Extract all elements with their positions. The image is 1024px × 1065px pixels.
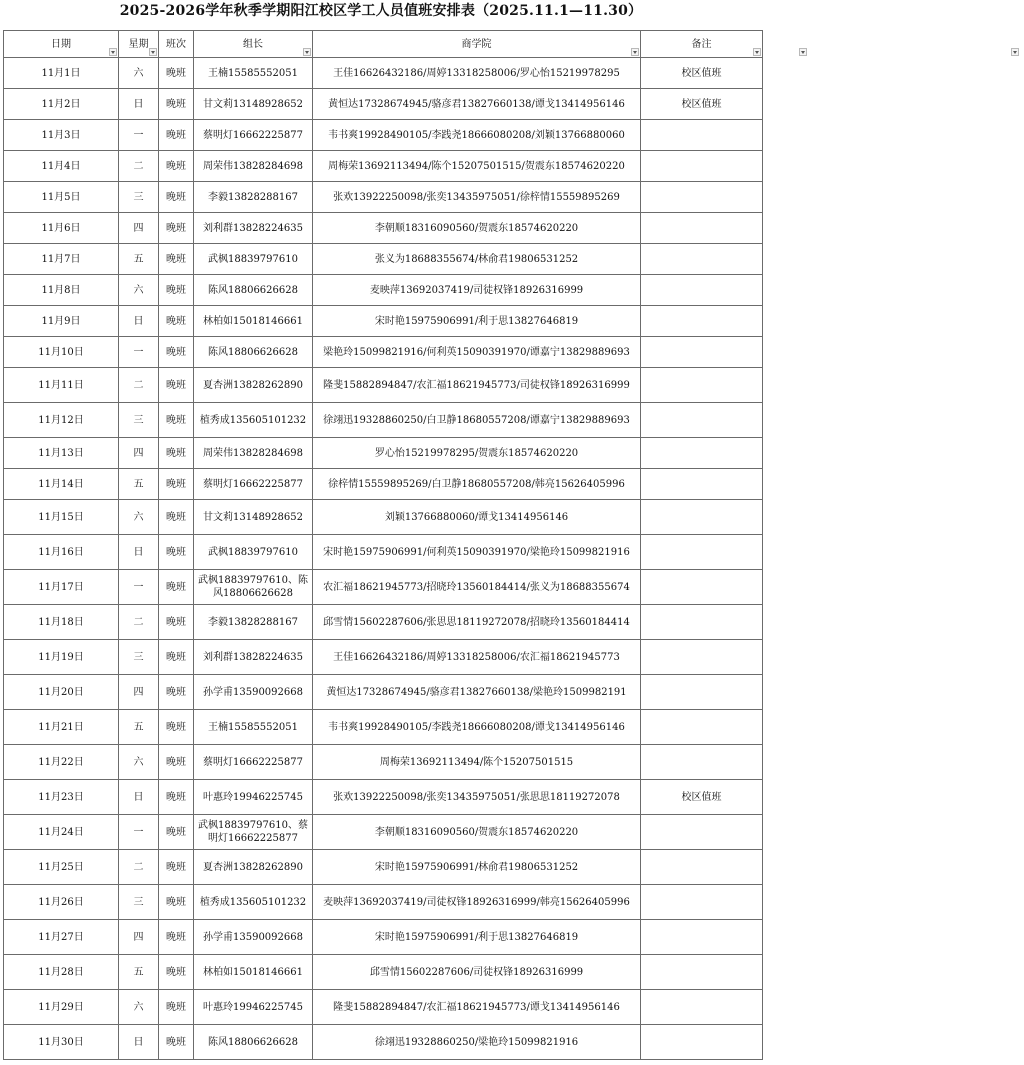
date-cell: 11月20日 [4, 675, 119, 710]
shift-cell: 晚班 [159, 368, 194, 403]
table-row [4, 120, 763, 151]
leader-cell: 武枫18839797610、陈风18806626628 [194, 570, 313, 605]
weekday-cell: 六 [119, 745, 159, 780]
business-school-cell: 邱雪情15602287606/司徒权锋18926316999 [313, 955, 641, 990]
leader-cell: 陈风18806626628 [194, 1025, 313, 1060]
weekday-cell: 一 [119, 337, 159, 368]
table-row [4, 745, 763, 780]
shift-cell: 晚班 [159, 570, 194, 605]
business-school-cell: 徐翊迅19328860250/梁艳玲15099821916 [313, 1025, 641, 1060]
weekday-cell: 一 [119, 570, 159, 605]
date-cell: 11月11日 [4, 368, 119, 403]
column-header-note-label: 备注 [691, 38, 712, 50]
filter-dropdown-icon[interactable] [753, 48, 761, 56]
table-row [4, 368, 763, 403]
leader-cell: 王楠15585552051 [194, 58, 313, 89]
column-header-business-school [313, 31, 641, 58]
weekday-cell: 日 [119, 535, 159, 570]
table-row [4, 710, 763, 745]
business-school-cell: 徐翊迅19328860250/白卫静18680557208/谭嘉宁13829889693 [313, 403, 641, 438]
shift-cell: 晚班 [159, 1025, 194, 1060]
column-header-leader [194, 31, 313, 58]
shift-cell: 晚班 [159, 955, 194, 990]
weekday-cell: 五 [119, 469, 159, 500]
filter-dropdown-icon[interactable] [799, 48, 807, 56]
note-cell [641, 403, 763, 438]
shift-cell: 晚班 [159, 151, 194, 182]
column-header-weekday-label: 星期 [128, 38, 149, 50]
shift-cell: 晚班 [159, 89, 194, 120]
weekday-cell: 三 [119, 182, 159, 213]
business-school-cell: 周梅荣13692113494/陈个15207501515 [313, 745, 641, 780]
weekday-cell: 三 [119, 640, 159, 675]
column-header-shift-label: 班次 [166, 38, 186, 50]
shift-cell: 晚班 [159, 990, 194, 1025]
business-school-cell: 黄恒达17328674945/骆彦君13827660138/梁艳玲1509982191 [313, 675, 641, 710]
leader-cell: 孙学甫13590092668 [194, 920, 313, 955]
filter-dropdown-icon[interactable] [109, 48, 117, 56]
note-cell: 校区值班 [641, 89, 763, 120]
note-cell [641, 438, 763, 469]
note-cell [641, 570, 763, 605]
leader-cell: 周荣伟13828284698 [194, 151, 313, 182]
note-cell [641, 850, 763, 885]
date-cell: 11月12日 [4, 403, 119, 438]
shift-cell: 晚班 [159, 710, 194, 745]
leader-cell: 甘文莉13148928652 [194, 89, 313, 120]
business-school-cell: 麦映萍13692037419/司徒权锋18926316999 [313, 275, 641, 306]
note-cell [641, 745, 763, 780]
table-row [4, 500, 763, 535]
note-cell [641, 275, 763, 306]
leader-cell: 蔡明灯16662225877 [194, 120, 313, 151]
note-cell [641, 120, 763, 151]
shift-cell: 晚班 [159, 182, 194, 213]
table-row [4, 955, 763, 990]
date-cell: 11月25日 [4, 850, 119, 885]
date-cell: 11月7日 [4, 244, 119, 275]
leader-cell: 武枫18839797610 [194, 244, 313, 275]
shift-cell: 晚班 [159, 850, 194, 885]
business-school-cell: 宋时艳15975906991/利于思13827646819 [313, 920, 641, 955]
filter-dropdown-icon[interactable] [149, 48, 157, 56]
date-cell: 11月15日 [4, 500, 119, 535]
business-school-cell: 韦书爽19928490105/李践尧18666080208/刘颖13766880060 [313, 120, 641, 151]
note-cell [641, 815, 763, 850]
business-school-cell: 农汇福18621945773/招晓玲13560184414/张义为18688355674 [313, 570, 641, 605]
business-school-cell: 周梅荣13692113494/陈个15207501515/贺震东18574620220 [313, 151, 641, 182]
leader-cell: 夏杏洲13828262890 [194, 368, 313, 403]
table-row [4, 605, 763, 640]
table-row [4, 403, 763, 438]
note-cell [641, 640, 763, 675]
weekday-cell: 四 [119, 675, 159, 710]
weekday-cell: 二 [119, 151, 159, 182]
shift-cell: 晚班 [159, 920, 194, 955]
table-row [4, 815, 763, 850]
header-row [4, 31, 763, 58]
business-school-cell: 刘颖13766880060/谭戈13414956146 [313, 500, 641, 535]
table-row [4, 675, 763, 710]
date-cell: 11月10日 [4, 337, 119, 368]
note-cell [641, 469, 763, 500]
business-school-cell: 张欢13922250098/张奕13435975051/徐梓情15559895269 [313, 182, 641, 213]
note-cell [641, 920, 763, 955]
table-row [4, 1025, 763, 1060]
leader-cell: 陈风18806626628 [194, 275, 313, 306]
filter-dropdown-icon[interactable] [303, 48, 311, 56]
note-cell [641, 675, 763, 710]
business-school-cell: 李朝顺18316090560/贺震东18574620220 [313, 815, 641, 850]
leader-cell: 夏杏洲13828262890 [194, 850, 313, 885]
date-cell: 11月29日 [4, 990, 119, 1025]
date-cell: 11月13日 [4, 438, 119, 469]
leader-cell: 甘文莉13148928652 [194, 500, 313, 535]
date-cell: 11月6日 [4, 213, 119, 244]
table-row [4, 213, 763, 244]
date-cell: 11月2日 [4, 89, 119, 120]
business-school-cell: 王佳16626432186/周婷13318258006/农汇福18621945773 [313, 640, 641, 675]
table-row [4, 885, 763, 920]
business-school-cell: 张欢13922250098/张奕13435975051/张思思18119272078 [313, 780, 641, 815]
table-row [4, 780, 763, 815]
business-school-cell: 麦映萍13692037419/司徒权锋18926316999/韩亮15626405996 [313, 885, 641, 920]
date-cell: 11月27日 [4, 920, 119, 955]
leader-cell: 林柏如15018146661 [194, 955, 313, 990]
weekday-cell: 四 [119, 438, 159, 469]
column-header-weekday [119, 31, 159, 58]
note-cell [641, 1025, 763, 1060]
leader-cell: 李毅13828288167 [194, 182, 313, 213]
date-cell: 11月8日 [4, 275, 119, 306]
leader-cell: 王楠15585552051 [194, 710, 313, 745]
date-cell: 11月3日 [4, 120, 119, 151]
note-cell [641, 306, 763, 337]
shift-cell: 晚班 [159, 403, 194, 438]
column-header-business-school-label: 商学院 [461, 38, 492, 50]
table-row [4, 990, 763, 1025]
weekday-cell: 一 [119, 815, 159, 850]
date-cell: 11月17日 [4, 570, 119, 605]
business-school-cell: 邱雪情15602287606/张思思18119272078/招晓玲13560184414 [313, 605, 641, 640]
leader-cell: 周荣伟13828284698 [194, 438, 313, 469]
shift-cell: 晚班 [159, 535, 194, 570]
date-cell: 11月21日 [4, 710, 119, 745]
table-row [4, 275, 763, 306]
shift-cell: 晚班 [159, 438, 194, 469]
note-cell [641, 535, 763, 570]
shift-cell: 晚班 [159, 469, 194, 500]
date-cell: 11月28日 [4, 955, 119, 990]
leader-cell: 武枫18839797610 [194, 535, 313, 570]
shift-cell: 晚班 [159, 306, 194, 337]
business-school-cell: 隆斐15882894847/农汇福18621945773/谭戈13414956146 [313, 990, 641, 1025]
weekday-cell: 六 [119, 990, 159, 1025]
shift-cell: 晚班 [159, 275, 194, 306]
note-cell [641, 955, 763, 990]
leader-cell: 陈风18806626628 [194, 337, 313, 368]
date-cell: 11月16日 [4, 535, 119, 570]
weekday-cell: 六 [119, 275, 159, 306]
column-header-note [641, 31, 763, 58]
date-cell: 11月5日 [4, 182, 119, 213]
business-school-cell: 徐梓情15559895269/白卫静18680557208/韩亮15626405996 [313, 469, 641, 500]
date-cell: 11月4日 [4, 151, 119, 182]
shift-cell: 晚班 [159, 337, 194, 368]
leader-cell: 植秀成135605101232 [194, 403, 313, 438]
date-cell: 11月22日 [4, 745, 119, 780]
date-cell: 11月24日 [4, 815, 119, 850]
note-cell: 校区值班 [641, 780, 763, 815]
note-cell [641, 151, 763, 182]
shift-cell: 晚班 [159, 640, 194, 675]
business-school-cell: 宋时艳15975906991/利于思13827646819 [313, 306, 641, 337]
column-header-date-label: 日期 [51, 38, 71, 50]
leader-cell: 植秀成135605101232 [194, 885, 313, 920]
leader-cell: 李毅13828288167 [194, 605, 313, 640]
leader-cell: 武枫18839797610、蔡明灯16662225877 [194, 815, 313, 850]
table-row [4, 920, 763, 955]
date-cell: 11月30日 [4, 1025, 119, 1060]
table-row [4, 58, 763, 89]
business-school-cell: 李朝顺18316090560/贺震东18574620220 [313, 213, 641, 244]
table-row [4, 151, 763, 182]
table-row [4, 438, 763, 469]
business-school-cell: 隆斐15882894847/农汇福18621945773/司徒权锋18926316999 [313, 368, 641, 403]
note-cell [641, 990, 763, 1025]
note-cell [641, 605, 763, 640]
note-cell [641, 244, 763, 275]
column-header-shift [159, 31, 194, 58]
business-school-cell: 黄恒达17328674945/骆彦君13827660138/谭戈13414956146 [313, 89, 641, 120]
note-cell [641, 182, 763, 213]
business-school-cell: 罗心怡15219978295/贺震东18574620220 [313, 438, 641, 469]
business-school-cell: 王佳16626432186/周婷13318258006/罗心怡15219978295 [313, 58, 641, 89]
weekday-cell: 日 [119, 1025, 159, 1060]
shift-cell: 晚班 [159, 675, 194, 710]
shift-cell: 晚班 [159, 58, 194, 89]
leader-cell: 蔡明灯16662225877 [194, 745, 313, 780]
table-row [4, 244, 763, 275]
column-header-date [4, 31, 119, 58]
weekday-cell: 四 [119, 213, 159, 244]
weekday-cell: 二 [119, 850, 159, 885]
table-row [4, 850, 763, 885]
shift-cell: 晚班 [159, 815, 194, 850]
note-cell [641, 710, 763, 745]
weekday-cell: 三 [119, 403, 159, 438]
weekday-cell: 六 [119, 500, 159, 535]
weekday-cell: 二 [119, 368, 159, 403]
date-cell: 11月23日 [4, 780, 119, 815]
column-header-leader-label: 组长 [243, 38, 263, 50]
business-school-cell: 宋时艳15975906991/林俞君19806531252 [313, 850, 641, 885]
date-cell: 11月1日 [4, 58, 119, 89]
page-title: 2025-2026学年秋季学期阳江校区学工人员值班安排表（2025.11.1—11.30） [119, 3, 643, 19]
leader-cell: 刘利群13828224635 [194, 640, 313, 675]
weekday-cell: 日 [119, 89, 159, 120]
filter-dropdown-icon[interactable] [631, 48, 639, 56]
shift-cell: 晚班 [159, 500, 194, 535]
weekday-cell: 三 [119, 885, 159, 920]
weekday-cell: 五 [119, 955, 159, 990]
shift-cell: 晚班 [159, 213, 194, 244]
note-cell [641, 368, 763, 403]
shift-cell: 晚班 [159, 605, 194, 640]
table-row [4, 570, 763, 605]
table-row [4, 337, 763, 368]
leader-cell: 叶惠玲19946225745 [194, 780, 313, 815]
table-row [4, 535, 763, 570]
duty-schedule-table [3, 30, 763, 1060]
shift-cell: 晚班 [159, 780, 194, 815]
shift-cell: 晚班 [159, 244, 194, 275]
note-cell [641, 213, 763, 244]
note-cell [641, 500, 763, 535]
weekday-cell: 六 [119, 58, 159, 89]
weekday-cell: 日 [119, 306, 159, 337]
leader-cell: 刘利群13828224635 [194, 213, 313, 244]
weekday-cell: 一 [119, 120, 159, 151]
weekday-cell: 五 [119, 244, 159, 275]
business-school-cell: 梁艳玲15099821916/何利英15090391970/谭嘉宁13829889693 [313, 337, 641, 368]
leader-cell: 孙学甫13590092668 [194, 675, 313, 710]
table-row [4, 640, 763, 675]
date-cell: 11月9日 [4, 306, 119, 337]
shift-cell: 晚班 [159, 745, 194, 780]
weekday-cell: 二 [119, 605, 159, 640]
business-school-cell: 张义为18688355674/林俞君19806531252 [313, 244, 641, 275]
date-cell: 11月18日 [4, 605, 119, 640]
filter-dropdown-icon[interactable] [1011, 48, 1019, 56]
business-school-cell: 宋时艳15975906991/何利英15090391970/梁艳玲15099821916 [313, 535, 641, 570]
table-row [4, 306, 763, 337]
shift-cell: 晚班 [159, 885, 194, 920]
note-cell: 校区值班 [641, 58, 763, 89]
table-row [4, 89, 763, 120]
business-school-cell: 韦书爽19928490105/李践尧18666080208/谭戈13414956146 [313, 710, 641, 745]
date-cell: 11月19日 [4, 640, 119, 675]
leader-cell: 林柏如15018146661 [194, 306, 313, 337]
table-row [4, 182, 763, 213]
note-cell [641, 337, 763, 368]
weekday-cell: 五 [119, 710, 159, 745]
date-cell: 11月14日 [4, 469, 119, 500]
weekday-cell: 四 [119, 920, 159, 955]
weekday-cell: 日 [119, 780, 159, 815]
note-cell [641, 885, 763, 920]
date-cell: 11月26日 [4, 885, 119, 920]
table-row [4, 469, 763, 500]
leader-cell: 叶惠玲19946225745 [194, 990, 313, 1025]
shift-cell: 晚班 [159, 120, 194, 151]
leader-cell: 蔡明灯16662225877 [194, 469, 313, 500]
